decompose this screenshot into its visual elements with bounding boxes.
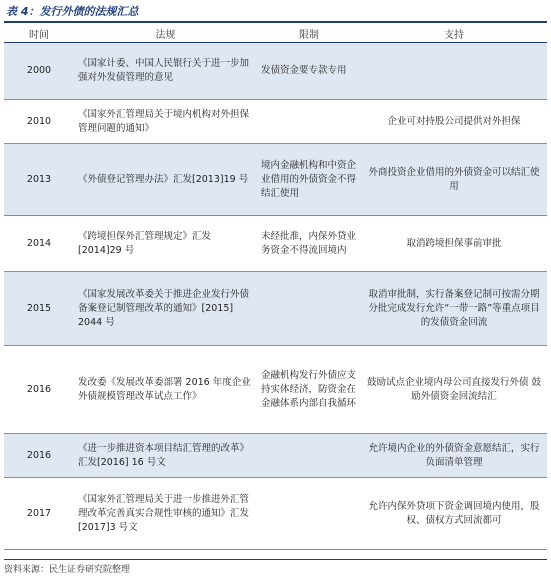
cell-support: 外商投资企业借用的外债资金可以结汇使用 <box>361 144 547 216</box>
cell-support: 取消跨境担保事前审批 <box>361 216 547 272</box>
cell-restrict: 金融机构发行外债应支持实体经济，防资金在金融体系内部自我循环 <box>257 346 361 434</box>
cell-year: 2014 <box>4 216 74 272</box>
header-support: 支持 <box>361 24 547 43</box>
table-row <box>4 144 547 216</box>
cell-support: 取消审批制，实行备案登记制可按需分期分批完成发行允许“一带一路”等重点项目的发债资金回流 <box>361 272 547 346</box>
cell-restrict: 未经批准，内保外贷业务资金不得流回境内 <box>257 216 361 272</box>
header-law: 法规 <box>74 24 257 43</box>
cell-support: 允许境内企业的外债资金意愿结汇，实行负面清单管理 <box>361 434 547 478</box>
source-divider <box>4 559 547 560</box>
cell-law: 《国家计委、中国人民银行关于进一步加强对外发债管理的意见 <box>74 43 257 100</box>
header-restrict: 限制 <box>257 24 361 43</box>
cell-law: 《国家外汇管理局关于进一步推进外汇管理改革完善真实合规性审核的通知》汇发[2017]3 号文 <box>74 478 257 550</box>
table-row <box>4 272 547 346</box>
cell-year: 2015 <box>4 272 74 346</box>
cell-law: 发改委《发展改革委部署 2016 年度企业外债规模管理改革试点工作》 <box>74 346 257 434</box>
table-row <box>4 478 547 550</box>
table-row <box>4 43 547 100</box>
cell-support: 鼓励试点企业境内母公司直接发行外债 鼓励外债资金回流结汇 <box>361 346 547 434</box>
cell-restrict: 发债资金要专款专用 <box>257 43 361 100</box>
table-row <box>4 434 547 478</box>
source-note: 资料来源：民生证券研究院整理 <box>4 565 131 575</box>
table-row <box>4 100 547 144</box>
cell-law: 《进一步推进资本项目结汇管理的改革》汇发[2016] 16 号文 <box>74 434 257 478</box>
cell-law: 《外债登记管理办法》汇发[2013]19 号 <box>74 144 257 216</box>
cell-restrict <box>257 434 361 478</box>
header-time: 时间 <box>4 24 74 43</box>
cell-restrict <box>257 272 361 346</box>
cell-year: 2010 <box>4 100 74 144</box>
cell-year: 2017 <box>4 478 74 550</box>
regulations-table <box>4 24 547 550</box>
table-row <box>4 346 547 434</box>
title-divider <box>4 21 547 23</box>
table-title: 表 4：发行外债的法规汇总 <box>6 5 139 18</box>
header-row <box>4 24 547 43</box>
cell-year: 2016 <box>4 434 74 478</box>
table-row <box>4 216 547 272</box>
cell-law: 《国家发展改革委关于推进企业发行外债备案登记制管理改革的通知》[2015] 2044 号 <box>74 272 257 346</box>
cell-law: 《国家外汇管理局关于境内机构对外担保管理问题的通知》 <box>74 100 257 144</box>
cell-support: 企业可对持股公司提供对外担保 <box>361 100 547 144</box>
cell-support <box>361 43 547 100</box>
cell-support: 允许内保外贷项下资金调回境内使用，股权、债权方式回流都可 <box>361 478 547 550</box>
cell-restrict <box>257 478 361 550</box>
cell-restrict: 境内金融机构和中资企业借用的外债资金不得结汇使用 <box>257 144 361 216</box>
cell-year: 2013 <box>4 144 74 216</box>
cell-year: 2016 <box>4 346 74 434</box>
cell-law: 《跨境担保外汇管理规定》汇发[2014]29 号 <box>74 216 257 272</box>
cell-year: 2000 <box>4 43 74 100</box>
cell-restrict <box>257 100 361 144</box>
